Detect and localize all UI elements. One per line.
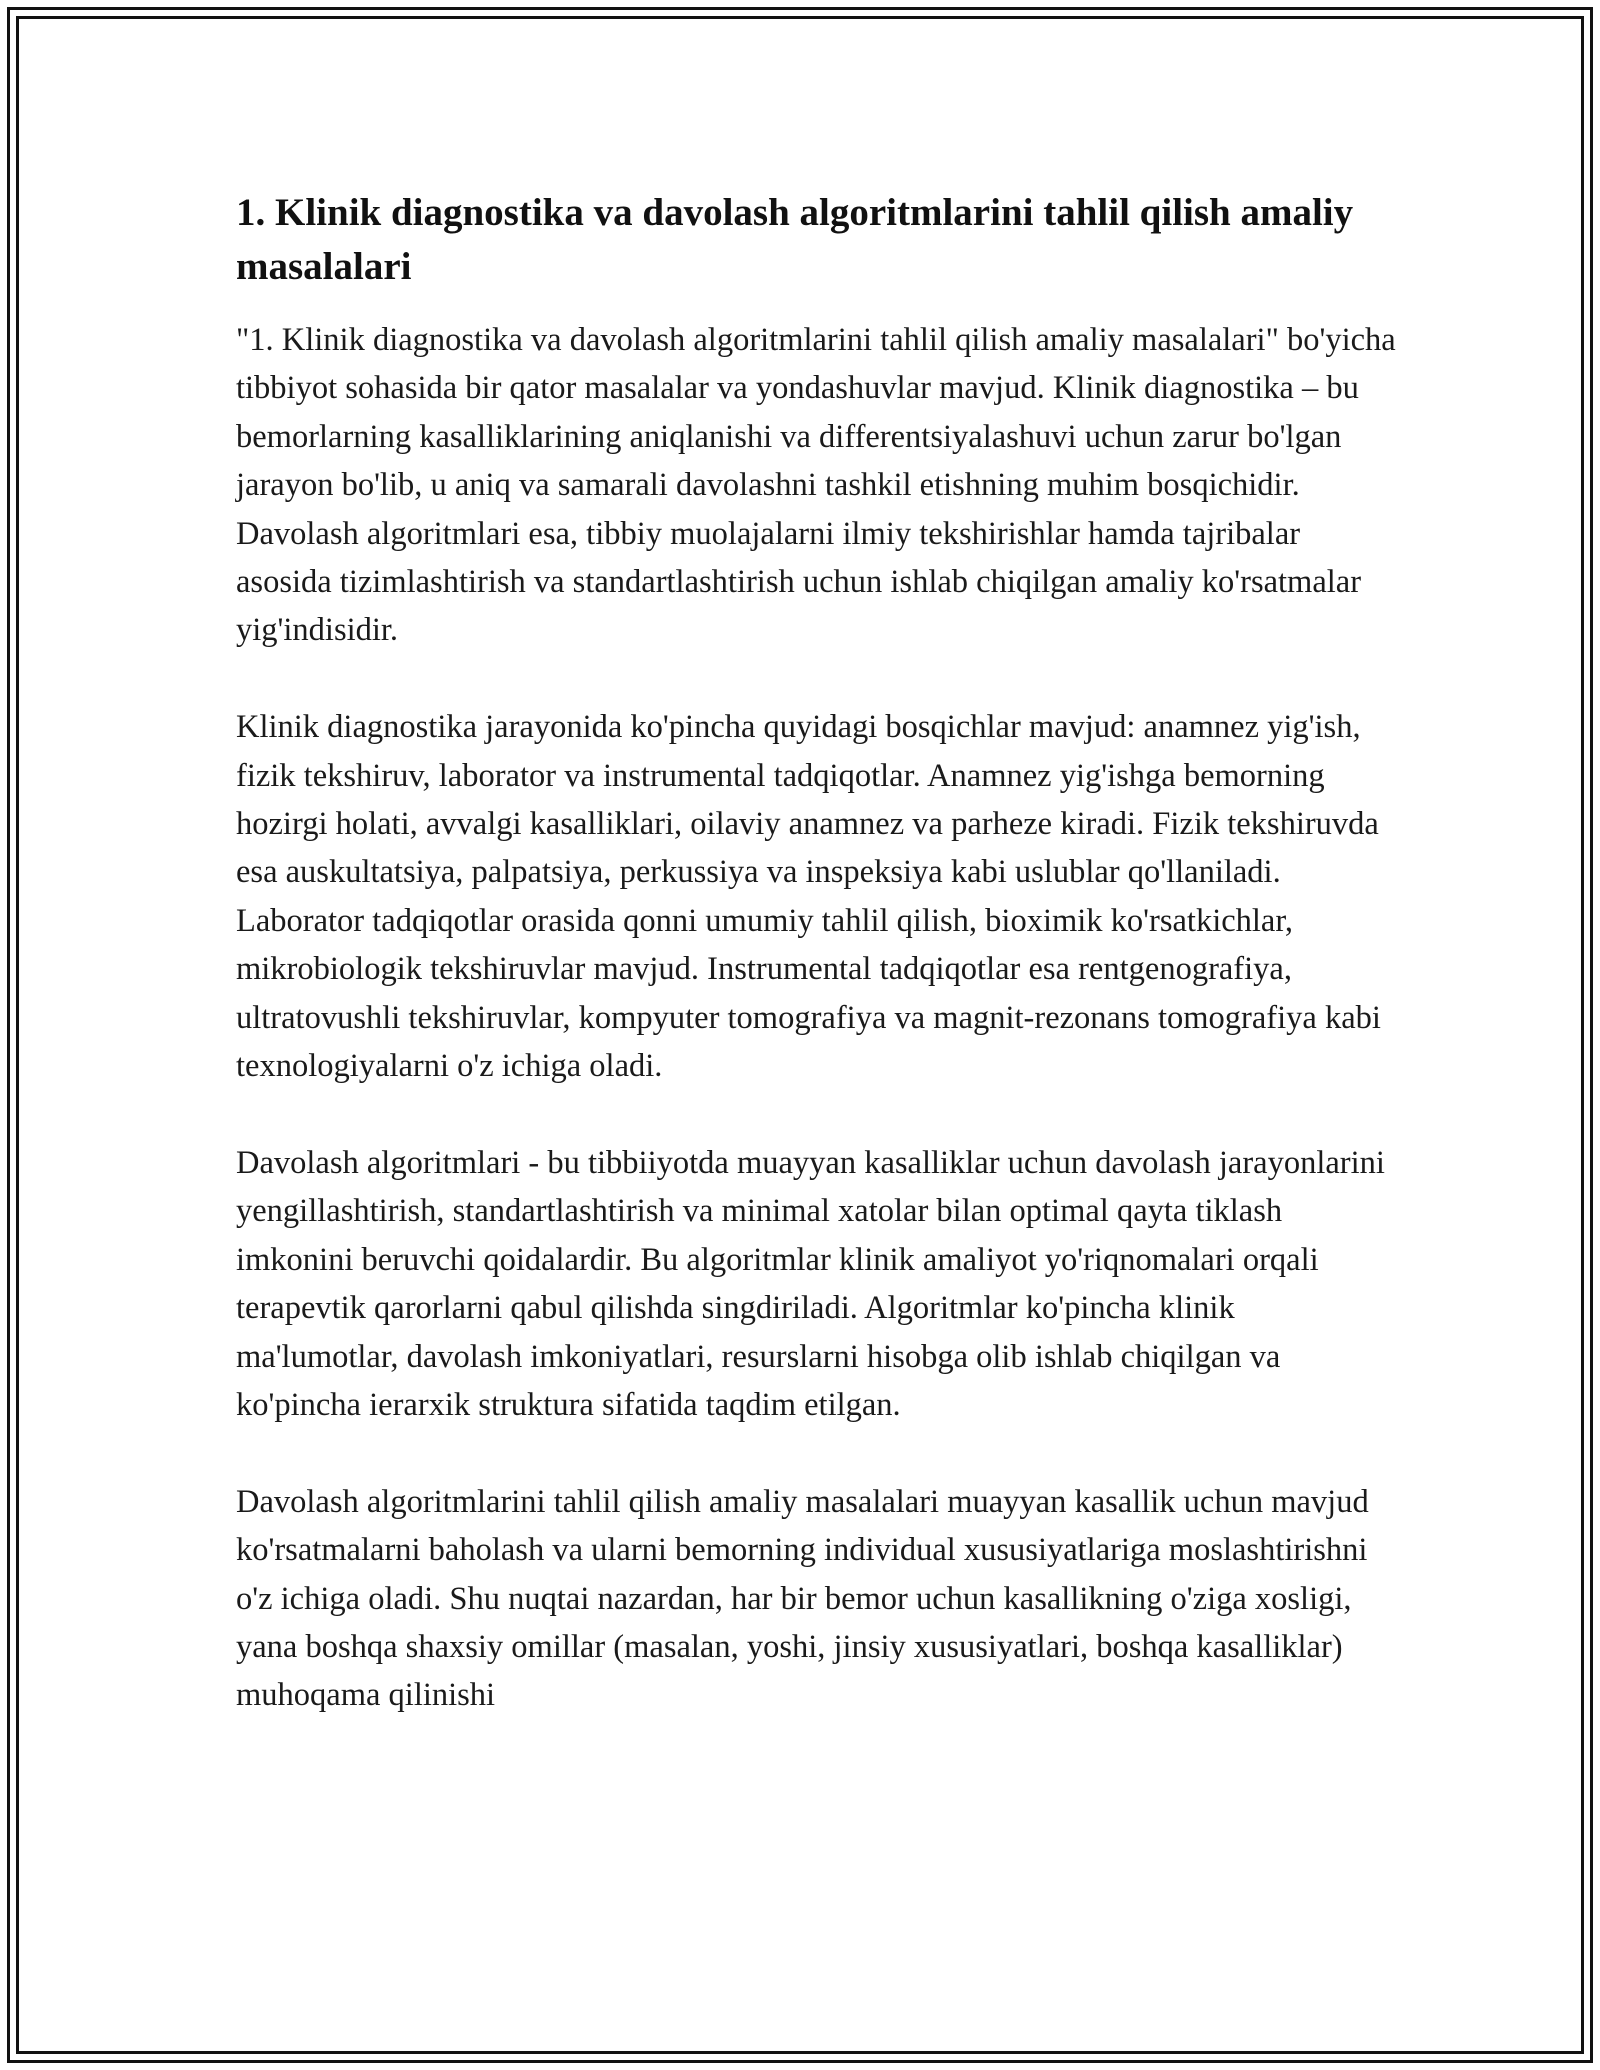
paragraph-algorithm-analysis: Davolash algoritmlarini tahlil qilish amaliy masalalari muayyan kasallik uchun mavjud ko'rsatmalarni baholash va ularni bemorning individual xususiyatlariga moslashtirishni o'z ichiga oladi. Shu nuqtai nazardan, har bir bemor uchun kasallikning o'ziga xosligi, yana boshqa shaxsiy omillar (masalan, yoshi, jinsiy xususiyatlari, boshqa kasalliklar) muhoqama qilinishi <box>236 1483 1369 1714</box>
paragraph-intro: "1. Klinik diagnostika va davolash algoritmlarini tahlil qilish amaliy masalalari" bo'yicha tibbiyot sohasida bir qator masalalar va yondashuvlar mavjud. Klinik diagnostika – bu bemorlarning kasalliklarining aniqlanishi va differentsiyalashuvi uchun zarur bo'lgan jarayon bo'lib, u aniq va samarali davolashni tashkil etishning muhim bosqichidir. Davolash algoritmlari esa, tibbiy muolajalarni ilmiy tekshirishlar hamda tajribalar asosida tizimlashtirish va standartlashtirish uchun ishlab chiqilgan amaliy ko'rsatmalar yig'indisidir. <box>236 322 1396 649</box>
paragraph-diagnostics-stages: Klinik diagnostika jarayonida ko'pincha quyidagi bosqichlar mavjud: anamnez yig'ish, fizik tekshiruv, laborator va instrumental tadqiqotlar. Anamnez yig'ishga bemorning hozirgi holati, avvalgi kasalliklari, oilaviy anamnez va parheze kiradi. Fizik tekshiruvda esa auskultatsiya, palpatsiya, perkussiya va inspeksiya kabi uslublar qo'llaniladi. Laborator tadqiqotlar orasida qonni umumiy tahlil qilish, bioximik ko'rsatkichlar, mikrobiologik tekshiruvlar mavjud. Instrumental tadqiqotlar esa rentgenografiya, ultratovushli tekshiruvlar, kompyuter tomografiya va magnit-rezonans tomografiya kabi texnologiyalarni o'z ichiga oladi. <box>236 709 1381 1085</box>
paragraph-treatment-algorithms: Davolash algoritmlari - bu tibbiiyotda muayyan kasalliklar uchun davolash jarayonlarini yengillashtirish, standartlashtirish va minimal xatolar bilan optimal qayta tiklash imkonini beruvchi qoidalardir. Bu algoritmlar klinik amaliyot yo'riqnomalari orqali terapevtik qarorlarni qabul qilishda singdiriladi. Algoritmlar ko'pincha klinik ma'lumotlar, davolash imkoniyatlari, resurslarni hisobga olib ishlab chiqilgan va ko'pincha ierarxik struktura sifatida taqdim etilgan. <box>236 1144 1385 1423</box>
document-body <box>236 186 1396 1768</box>
section-heading: 1. Klinik diagnostika va davolash algoritmlarini tahlil qilish amaliy masalalari <box>236 191 1354 288</box>
